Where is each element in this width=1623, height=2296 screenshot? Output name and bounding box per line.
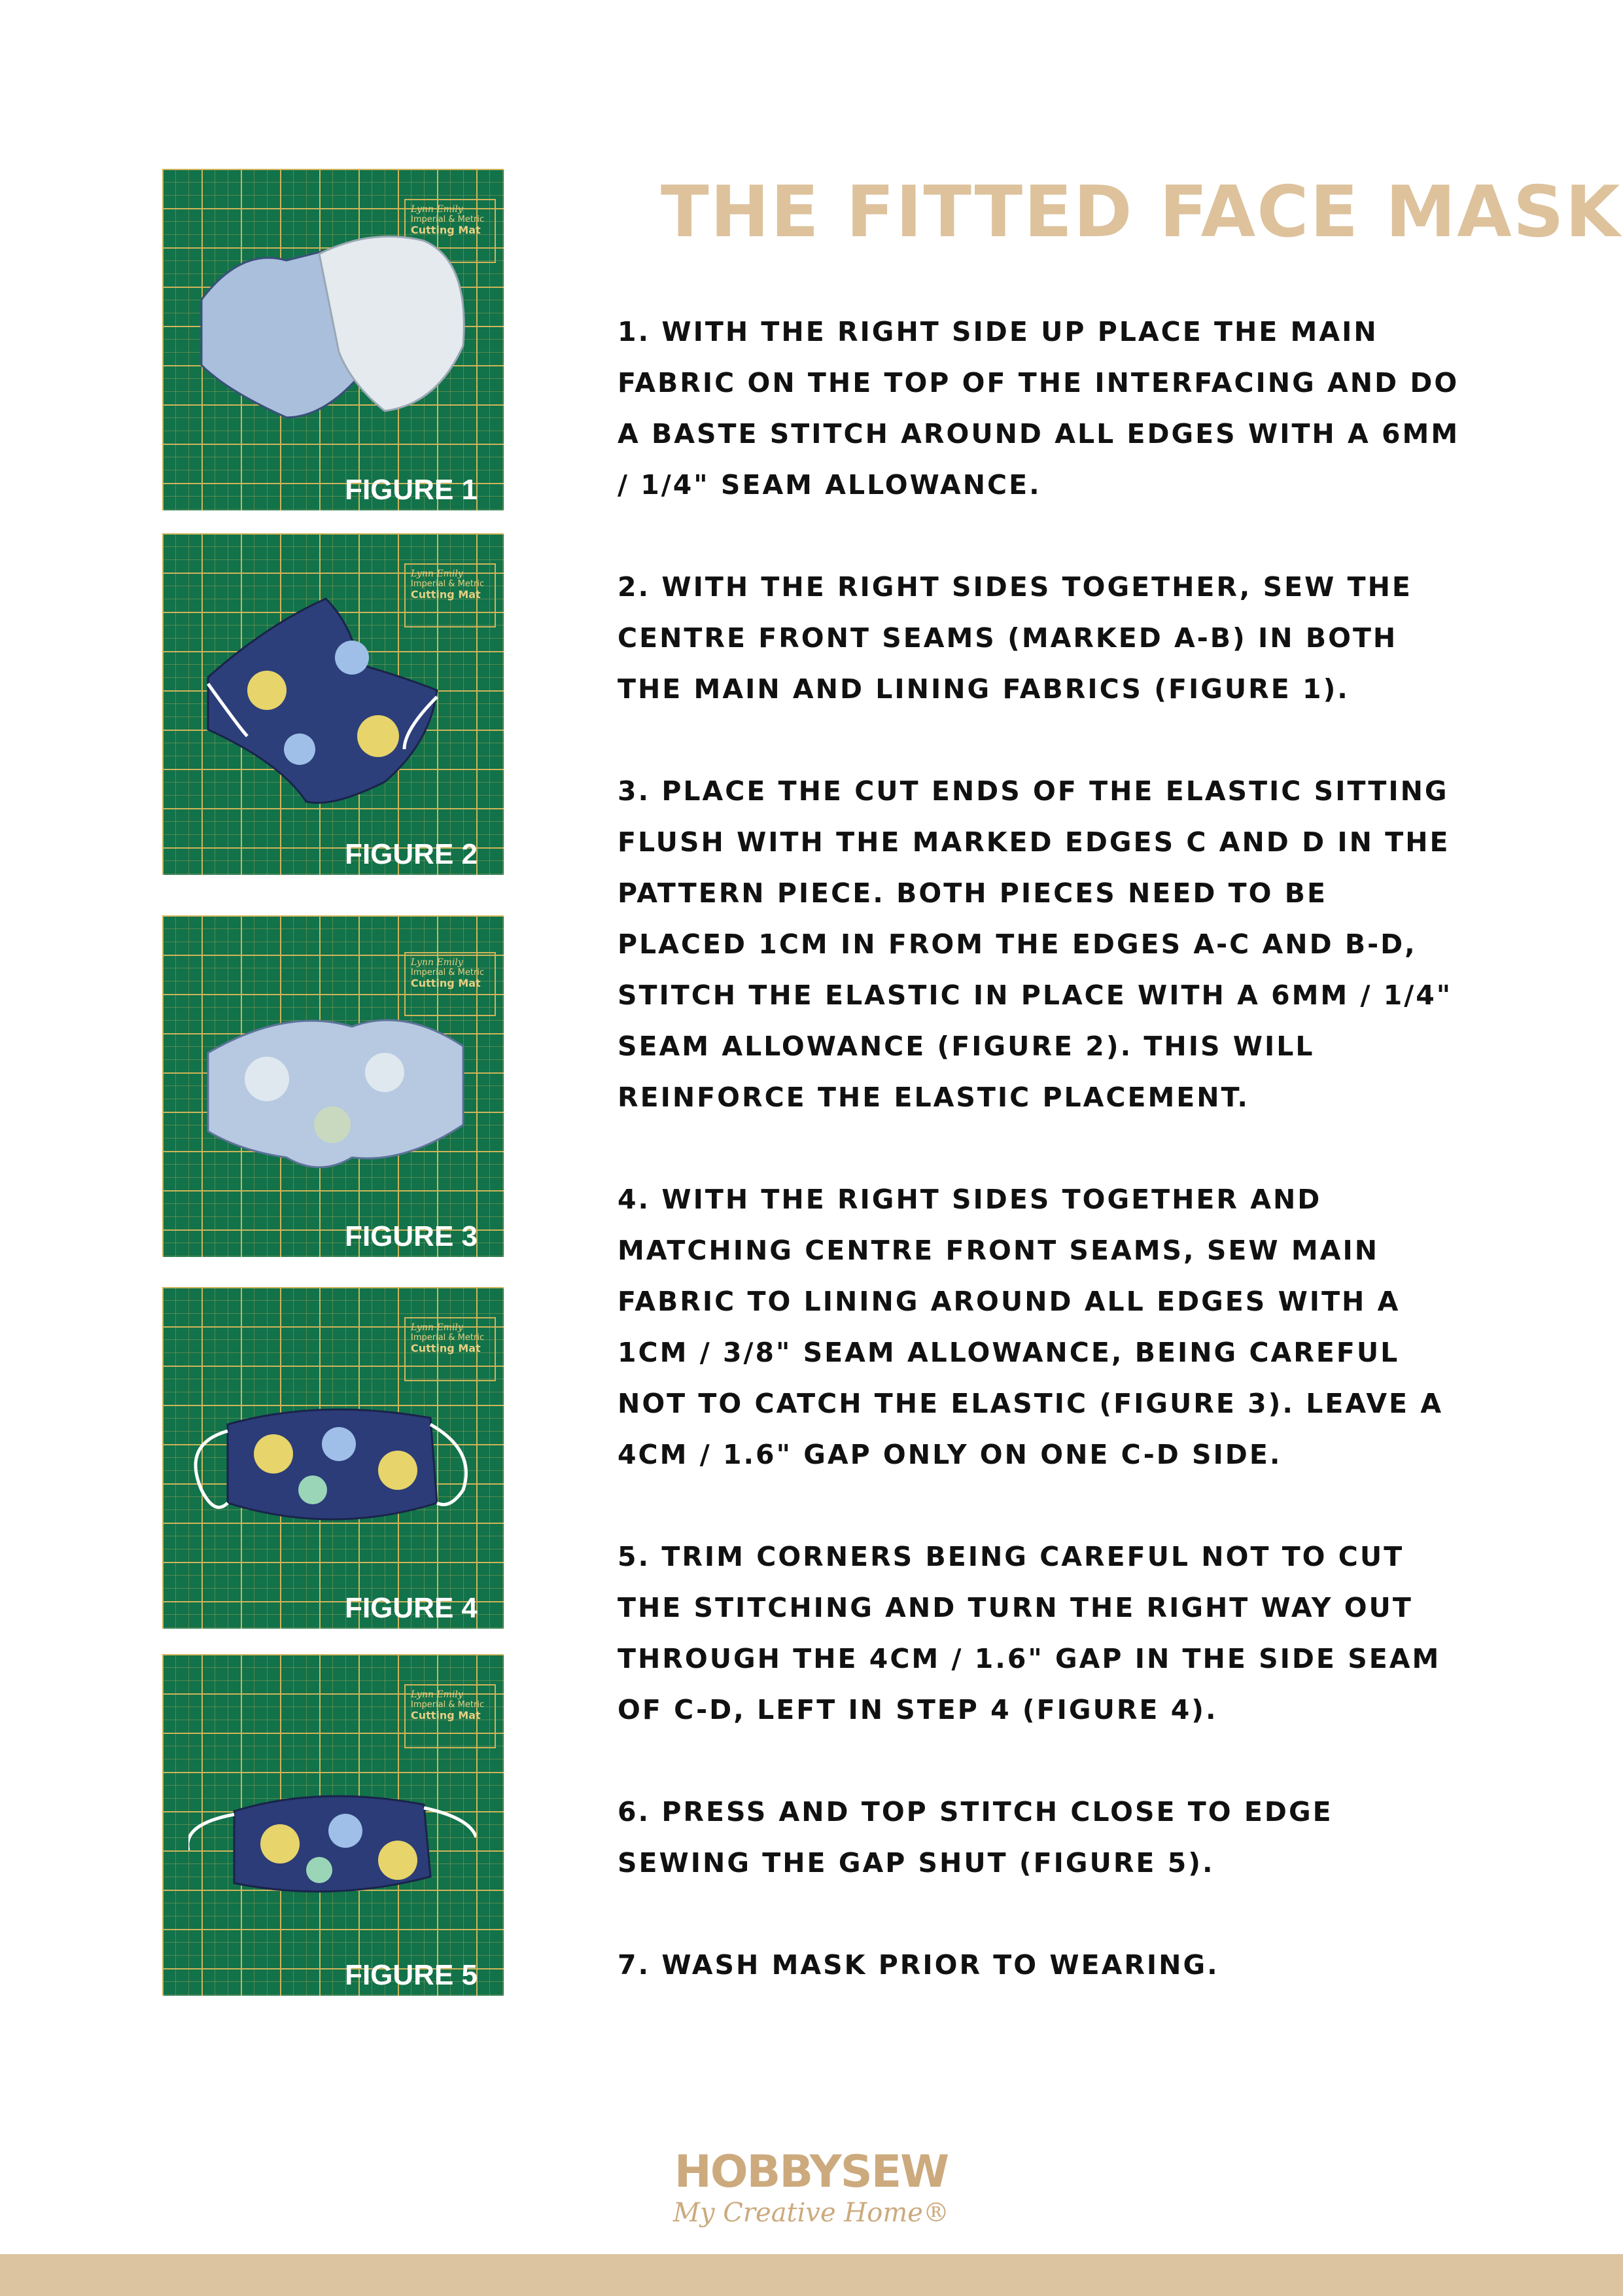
figure-2-caption: FIGURE 2 — [345, 838, 478, 870]
step-6: 6. PRESS AND TOP STITCH CLOSE TO EDGE SEWING THE GAP SHUT (FIGURE 5). — [618, 1796, 1333, 1879]
mat-line-3: Cutting Mat — [411, 588, 481, 601]
step-4: 4. WITH THE RIGHT SIDES TOGETHER AND MATCHING CENTRE FRONT SEAMS, SEW MAIN FABRIC TO LINING AROUND ALL EDGES WITH A 1CM / 3/8" SEAM ALLOWANCE, BEING CAREFUL NOT TO CATCH THE ELASTIC (FIGURE 3). LEAVE A 4CM / 1.6" GAP ONLY ON ONE C-D SIDE. — [618, 1184, 1444, 1470]
mat-brand: Lynn Emily — [411, 204, 463, 215]
mask-elastic-illustration — [188, 586, 476, 821]
figure-2-photo — [162, 533, 504, 875]
mat-line-1: Imperial & Metric — [411, 579, 485, 589]
instruction-steps — [618, 306, 1468, 1990]
mat-line-1: Imperial & Metric — [411, 968, 485, 978]
mask-finished-illustration — [188, 1706, 476, 1942]
figure-3-caption: FIGURE 3 — [345, 1220, 478, 1252]
mat-line-1: Imperial & Metric — [411, 1333, 485, 1343]
mask-sewn-illustration — [188, 968, 476, 1203]
hobbysew-logo — [661, 2147, 962, 2229]
figure-3-photo — [162, 915, 504, 1257]
mat-brand: Lynn Emily — [411, 1689, 463, 1700]
mat-line-3: Cutting Mat — [411, 1342, 481, 1354]
figure-5-photo — [162, 1654, 504, 1996]
mask-turned-illustration — [188, 1339, 476, 1575]
mat-line-3: Cutting Mat — [411, 224, 481, 236]
page-title: THE FITTED FACE MASK — [661, 171, 1622, 253]
figure-4-photo — [162, 1287, 504, 1629]
figure-1-caption: FIGURE 1 — [345, 474, 478, 506]
step-7: 7. WASH MASK PRIOR TO WEARING. — [618, 1949, 1219, 1981]
logo-wordmark: HOBBYSEW — [674, 2146, 949, 2198]
mat-line-3: Cutting Mat — [411, 1709, 481, 1722]
mat-brand: Lynn Emily — [411, 1322, 463, 1333]
mask-pieces-illustration — [188, 221, 476, 457]
footer-band — [0, 2254, 1623, 2296]
step-3: 3. PLACE THE CUT ENDS OF THE ELASTIC SITTING FLUSH WITH THE MARKED EDGES C AND D IN THE PATTERN PIECE. BOTH PIECES NEED TO BE PLACED 1CM IN FROM THE EDGES A-C AND B-D, STITCH THE ELASTIC IN PLACE WITH A 6MM / 1/4" SEAM ALLOWANCE (FIGURE 2). THIS WILL REINFORCE THE ELASTIC PLACEMENT. — [618, 775, 1453, 1113]
mat-brand: Lynn Emily — [411, 569, 463, 579]
figure-4-caption: FIGURE 4 — [345, 1592, 478, 1624]
logo-tagline: My Creative Home® — [673, 2198, 949, 2228]
mat-line-1: Imperial & Metric — [411, 1700, 485, 1710]
step-2: 2. WITH THE RIGHT SIDES TOGETHER, SEW THE CENTRE FRONT SEAMS (MARKED A-B) IN BOTH THE MAIN AND LINING FABRICS (FIGURE 1). — [618, 571, 1412, 705]
mat-line-3: Cutting Mat — [411, 977, 481, 989]
mat-line-1: Imperial & Metric — [411, 215, 485, 224]
step-5: 5. TRIM CORNERS BEING CAREFUL NOT TO CUT THE STITCHING AND TURN THE RIGHT WAY OUT THROUGH THE 4CM / 1.6" GAP IN THE SIDE SEAM OF C-D, LEFT IN STEP 4 (FIGURE 4). — [618, 1541, 1441, 1725]
mat-brand: Lynn Emily — [411, 957, 463, 968]
figure-1-photo — [162, 169, 504, 510]
figure-5-caption: FIGURE 5 — [345, 1959, 478, 1991]
step-1: 1. WITH THE RIGHT SIDE UP PLACE THE MAIN FABRIC ON THE TOP OF THE INTERFACING AND DO A BASTE STITCH AROUND ALL EDGES WITH A 6MM / 1/4" SEAM ALLOWANCE. — [618, 316, 1460, 501]
